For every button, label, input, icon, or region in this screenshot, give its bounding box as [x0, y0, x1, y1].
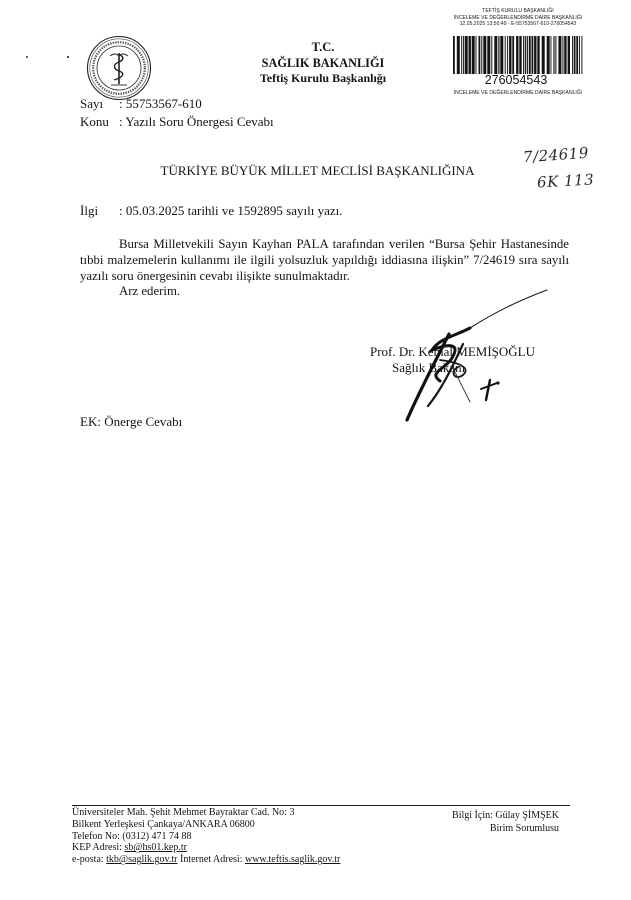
konu-value: : Yazılı Soru Önergesi Cevabı — [119, 114, 274, 129]
body-line: yazılı soru önergesinin cevabı ilişikte sunulmaktadır. — [80, 268, 350, 283]
footer-contact-block — [420, 810, 559, 835]
footer-contact-role: Birim Sorumlusu — [489, 822, 559, 834]
ilgi-value: : 05.03.2025 tarihli ve 1592895 sayılı yazı. — [119, 203, 343, 218]
footer-address-line2: Bilkent Yerleşkesi Çankaya/ANKARA 06800 — [72, 818, 255, 830]
footer-web-label: İnternet Adresi: — [180, 854, 243, 866]
body-line: tıbbi malzemelerin kullanımı ile ilgili yolsuzluk yapıldığı iddiasına ilişkin” 7/24619 sıra sayılı — [80, 252, 569, 267]
signature-mark — [486, 380, 490, 400]
ilgi-label: İlgi — [80, 203, 99, 218]
body-line: Bursa Milletvekili Sayın Kayhan PALA tarafından verilen “Bursa Şehir Hastanesinde — [119, 236, 569, 251]
signatory-title: Sağlık Bakanı — [392, 360, 466, 375]
header-ministry: SAĞLIK BAKANLIĞI — [261, 56, 385, 70]
attachment-note: EK: Önerge Cevabı — [80, 414, 183, 429]
footer-kep-link[interactable]: sb@hs01.kep.tr — [124, 842, 187, 854]
footer-contact-line — [72, 854, 340, 866]
footer-email-label: e-posta: — [72, 854, 104, 866]
header-tc: T.C. — [311, 40, 335, 54]
barcode-bottom-line: İNCELEME VE DEĞERLENDİRME DAİRE BAŞKANLIĞI — [453, 90, 583, 96]
footer-kep-label: KEP Adresi: — [72, 842, 122, 854]
signature-stroke — [428, 344, 463, 406]
signature-stroke — [455, 372, 470, 402]
barcode-top-line: TEFTİŞ KURULU BAŞKANLIĞI — [482, 8, 554, 14]
sayi-label: Sayı — [80, 96, 104, 111]
footer-address-line1: Üniversiteler Mah. Şehit Mehmet Bayraktar Cad. No: 3 — [72, 807, 295, 818]
closing-line: Arz ederim. — [119, 283, 181, 298]
sayi-value: : 55753567-610 — [119, 96, 202, 111]
footer-email-link[interactable]: tkb@saglik.gov.tr — [106, 854, 178, 866]
footer-rule — [72, 805, 570, 806]
footer-contact-person: Bilgi İçin: Gülay ŞİMŞEK — [452, 810, 559, 821]
addressee: TÜRKİYE BÜYÜK MİLLET MECLİSİ BAŞKANLIĞINA — [160, 163, 475, 178]
konu-label: Konu — [80, 114, 109, 129]
footer-web-link[interactable]: www.teftis.saglik.gov.tr — [244, 854, 341, 866]
signature-dot — [496, 381, 499, 384]
handwritten-number: 7/24619 — [522, 143, 590, 167]
footer-phone: Telefon No: (0312) 471 74 88 — [72, 830, 192, 842]
footer-kep-line — [72, 842, 340, 854]
barcode-number: 276054543 — [484, 72, 548, 87]
handwritten-code: 6K 113 — [536, 170, 595, 192]
footer-address-block — [72, 807, 340, 866]
header-department: Teftiş Kurulu Başkanlığı — [259, 71, 387, 85]
signature-stroke — [470, 290, 547, 328]
signatory-name: Prof. Dr. Kemal MEMİŞOĞLU — [370, 344, 536, 359]
barcode-timestamp-line: 12.05.2025 13:50:49 - E-55753567-610-276054543 — [459, 21, 577, 27]
barcode-top-line: İNCELEME VE DEĞERLENDİRME DAİRE BAŞKANLIĞI — [453, 14, 583, 21]
